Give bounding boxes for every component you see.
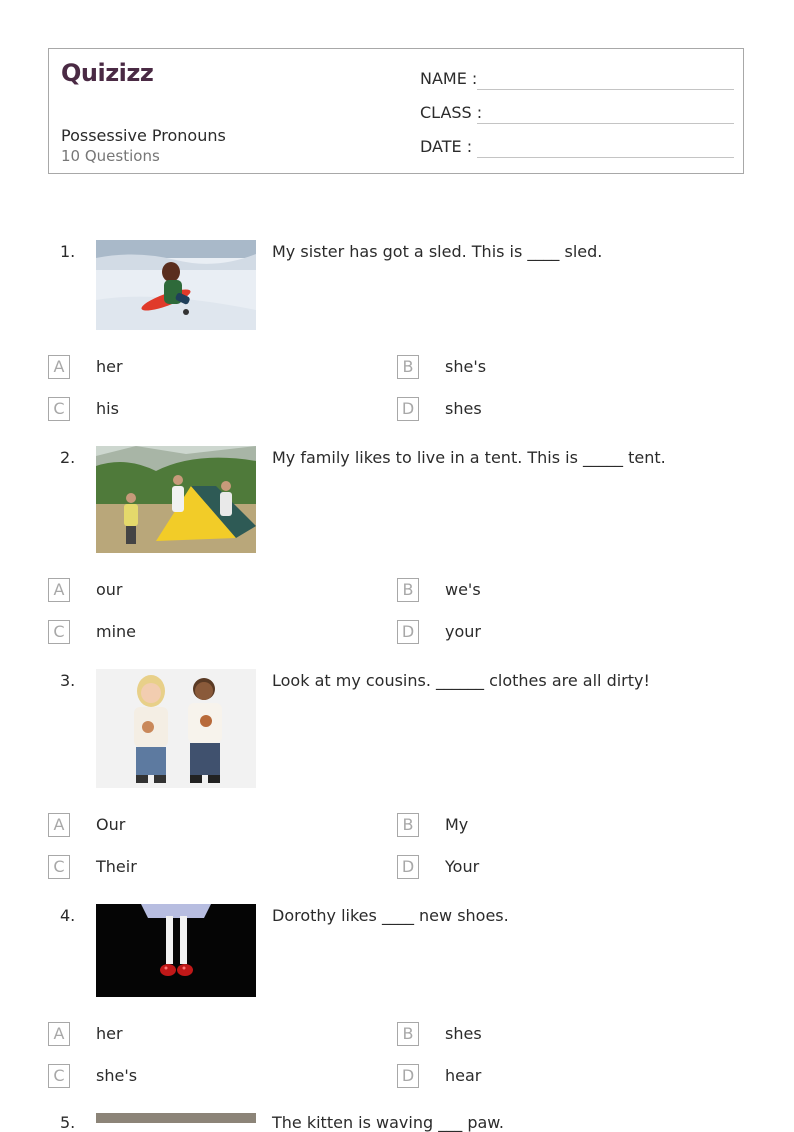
option-b-text[interactable]: we's xyxy=(445,580,481,599)
date-field[interactable] xyxy=(420,137,734,157)
question-text: Dorothy likes ____ new shoes. xyxy=(272,906,509,925)
option-d-text[interactable]: Your xyxy=(445,857,480,876)
option-b-text[interactable]: shes xyxy=(445,1024,482,1043)
option-c-text[interactable]: Their xyxy=(96,857,137,876)
class-line xyxy=(477,123,734,124)
question-text: Look at my cousins. ______ clothes are all dirty! xyxy=(272,671,650,690)
option-b-box[interactable]: B xyxy=(397,1022,419,1046)
option-c-box[interactable]: C xyxy=(48,855,70,879)
class-label: CLASS : xyxy=(420,103,483,122)
shoes-image xyxy=(96,904,256,997)
option-a-text[interactable]: her xyxy=(96,357,123,376)
option-d-text[interactable]: hear xyxy=(445,1066,482,1085)
option-a-box[interactable]: A xyxy=(48,1022,70,1046)
name-label: NAME : xyxy=(420,69,478,88)
option-a-text[interactable]: her xyxy=(96,1024,123,1043)
option-c-text[interactable]: his xyxy=(96,399,119,418)
option-d-box[interactable]: D xyxy=(397,397,419,421)
worksheet-header xyxy=(48,48,744,174)
option-b-box[interactable]: B xyxy=(397,578,419,602)
name-line xyxy=(477,89,734,90)
option-c-text[interactable]: she's xyxy=(96,1066,138,1085)
option-a-text[interactable]: our xyxy=(96,580,123,599)
tent-image xyxy=(96,446,256,553)
option-d-text[interactable]: your xyxy=(445,622,481,641)
date-line xyxy=(477,157,734,158)
option-d-box[interactable]: D xyxy=(397,620,419,644)
option-b-box[interactable]: B xyxy=(397,355,419,379)
option-a-box[interactable]: A xyxy=(48,813,70,837)
option-c-box[interactable]: C xyxy=(48,1064,70,1088)
option-b-box[interactable]: B xyxy=(397,813,419,837)
cousins-image xyxy=(96,669,256,788)
option-c-text[interactable]: mine xyxy=(96,622,137,641)
option-c-box[interactable]: C xyxy=(48,620,70,644)
question-text: My sister has got a sled. This is ____ sled. xyxy=(272,242,603,261)
quizizz-logo: Quizizz xyxy=(61,59,154,87)
question-number: 5. xyxy=(60,1113,76,1132)
option-c-box[interactable]: C xyxy=(48,397,70,421)
question-number: 1. xyxy=(60,242,76,261)
sled-image xyxy=(96,240,256,330)
option-d-box[interactable]: D xyxy=(397,1064,419,1088)
question-text: My family likes to live in a tent. This is _____ tent. xyxy=(272,448,666,467)
question-number: 2. xyxy=(60,448,76,467)
option-b-text[interactable]: she's xyxy=(445,357,487,376)
name-field[interactable] xyxy=(420,69,734,89)
question-number: 4. xyxy=(60,906,76,925)
option-a-box[interactable]: A xyxy=(48,355,70,379)
question-count: 10 Questions xyxy=(61,147,160,165)
worksheet-title: Possessive Pronouns xyxy=(61,126,226,145)
kitten-image xyxy=(96,1113,256,1123)
option-b-text[interactable]: My xyxy=(445,815,469,834)
option-a-text[interactable]: Our xyxy=(96,815,126,834)
option-a-box[interactable]: A xyxy=(48,578,70,602)
option-d-text[interactable]: shes xyxy=(445,399,482,418)
class-field[interactable] xyxy=(420,103,734,123)
option-d-box[interactable]: D xyxy=(397,855,419,879)
date-label: DATE : xyxy=(420,137,473,156)
question-text: The kitten is waving ___ paw. xyxy=(272,1113,504,1132)
question-number: 3. xyxy=(60,671,76,690)
